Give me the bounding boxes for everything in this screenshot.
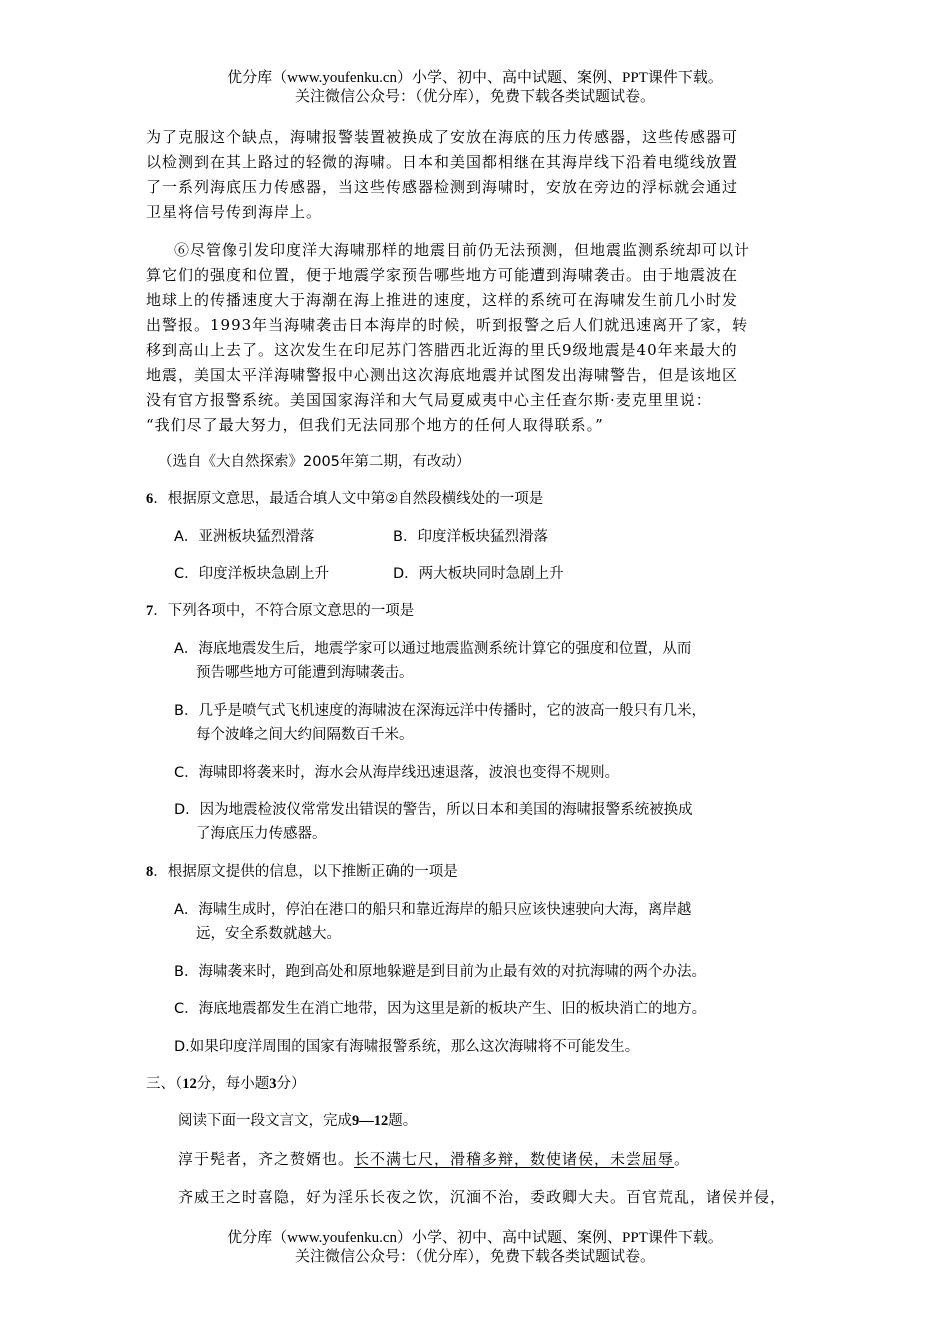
q6-text: ．根据原文意思，最适合填人文中第②自然段横线处的一项是 (153, 491, 544, 507)
q7-text: ．下列各项中，不符合原文意思的一项是 (153, 603, 415, 619)
q7-option-a-line1: A．海底地震发生后，地震学家可以通过地震监测系统计算它的强度和位置，从而 (174, 641, 692, 657)
classical-text-line-2: 齐威王之时喜隐，好为淫乐长夜之饮，沉湎不治，委政卿大夫。百官荒乱，诸侯并侵， (178, 1188, 787, 1206)
header-line-2: 关注微信公众号：（优分库），免费下载各类试题试卷。 (294, 89, 655, 105)
header-line-1: 优分库（www.youfenku.cn）小学、初中、高中试题、案例、PPT课件下载。 (227, 70, 723, 86)
page-footer (0, 1229, 950, 1267)
q6-option-d: D．两大板块同时急剧上升 (393, 566, 564, 582)
instruction-range: 9—12 (352, 1113, 389, 1129)
q6-number: 6 (146, 491, 154, 507)
source-citation: （选自《大自然探索》2005年第二期，有改动） (158, 454, 471, 470)
p6-line-5: 移到高山上去了。这次发生在印尼苏门答腊西北近海的里氏9级地震是40年来最大的 (146, 341, 738, 359)
section-3-heading (146, 1074, 306, 1094)
q8-text: ．根据原文提供的信息，以下推断正确的一项是 (153, 864, 458, 880)
p6-line-7: 没有官方报警系统。美国国家海洋和大气局夏威夷中心主任查尔斯·麦克里里说： (146, 391, 712, 409)
q7-stem (146, 601, 414, 621)
q8-option-a-line2: 远，安全系数就越大。 (196, 926, 341, 942)
classical-underlined-phrase: 长不满七尺，滑稽多辩，数使诸侯，未尝屈辱 (354, 1150, 675, 1168)
q8-number: 8 (146, 864, 154, 880)
page-header (0, 69, 950, 107)
p6-line-6: 地震，美国太平洋海啸警报中心测出这次海底地震并试图发出海啸警告，但是该地区 (146, 366, 739, 384)
instruction-suffix: 题。 (388, 1113, 418, 1129)
section-3-heading-suffix: 分） (276, 1076, 306, 1092)
q8-option-c: C．海底地震都发生在消亡地带，因为这里是新的板块产生、旧的板块消亡的地方。 (174, 1001, 707, 1017)
q8-stem (146, 862, 458, 882)
classical-line1-end: 。 (674, 1150, 691, 1168)
p6-line-3: 地球上的传播速度大于海潮在海上推进的速度，这样的系统可在海啸发生前几小时发 (146, 291, 739, 309)
q8-option-a-line1: A．海啸生成时，停泊在港口的船只和靠近海岸的船只应该快速驶向大海，离岸越 (174, 902, 692, 918)
q8-option-d: D.如果印度洋周围的国家有海啸报警系统，那么这次海啸将不可能发生。 (174, 1039, 640, 1055)
q7-option-d-line2: 了海底压力传感器。 (196, 826, 327, 842)
q6-option-b: B．印度洋板块猛烈滑落 (393, 529, 548, 545)
q6-option-a: A．亚洲板块猛烈滑落 (174, 529, 315, 545)
q6-option-c: C．印度洋板块急剧上升 (174, 566, 330, 582)
section-3-instruction (178, 1111, 417, 1131)
footer-line-2: 关注微信公众号：（优分库），免费下载各类试题试卷。 (294, 1249, 655, 1265)
section-3-heading-mid: 分，每小题 (196, 1076, 270, 1092)
p6-line-1: ⑥尽管像引发印度洋大海啸那样的地震目前仍无法预测，但地震监测系统却可以计 (174, 241, 751, 259)
classical-line1-start: 淳于髡者，齐之赘婿也。 (178, 1150, 355, 1168)
p6-line-4: 出警报。1993年当海啸袭击日本海岸的时候，听到报警之后人们就迅速离开了家，转 (146, 316, 749, 334)
footer-line-1: 优分库（www.youfenku.cn）小学、初中、高中试题、案例、PPT课件下载。 (227, 1230, 723, 1246)
classical-text-line-1 (178, 1149, 690, 1169)
p5-line-2: 以检测到在其上路过的轻微的海啸。日本和美国都相继在其海岸线下沿着电缆线放置 (146, 153, 739, 171)
q7-option-d-line1: D．因为地震检波仪常常发出错误的警告，所以日本和美国的海啸报警系统被换成 (174, 802, 693, 818)
q7-option-b-line1: B．几乎是喷气式飞机速度的海啸波在深海远洋中传播时，它的波高一般只有几米， (174, 703, 706, 719)
section-3-heading-prefix: 三、（ (146, 1076, 183, 1092)
instruction-prefix: 阅读下面一段文言文，完成 (178, 1113, 352, 1129)
q7-option-c: C．海啸即将袭来时，海水会从海岸线迅速退落，波浪也变得不规则。 (174, 765, 620, 781)
q7-option-b-line2: 每个波峰之间大约间隔数百千米。 (196, 727, 414, 743)
p5-line-4: 卫星将信号传到海岸上。 (146, 203, 323, 221)
q7-number: 7 (146, 603, 154, 619)
section-3-each-score: 3 (269, 1076, 277, 1092)
p6-line-2: 算它们的强度和位置，便于地震学家预告哪些地方可能遭到海啸袭击。由于地震波在 (146, 266, 739, 284)
q6-stem (146, 489, 543, 509)
section-3-total-score: 12 (182, 1076, 197, 1092)
p5-line-3: 了一系列海底压力传感器，当这些传感器检测到海啸时，安放在旁边的浮标就会通过 (146, 178, 739, 196)
p5-line-1: 为了克服这个缺点，海啸报警装置被换成了安放在海底的压力传感器，这些传感器可 (146, 128, 739, 146)
q7-option-a-line2: 预告哪些地方可能遭到海啸袭击。 (196, 665, 414, 681)
p6-line-8: “我们尽了最大努力，但我们无法同那个地方的任何人取得联系。” (146, 416, 604, 434)
q8-option-b: B．海啸袭来时，跑到高处和原地躲避是到目前为止最有效的对抗海啸的两个办法。 (174, 964, 706, 980)
